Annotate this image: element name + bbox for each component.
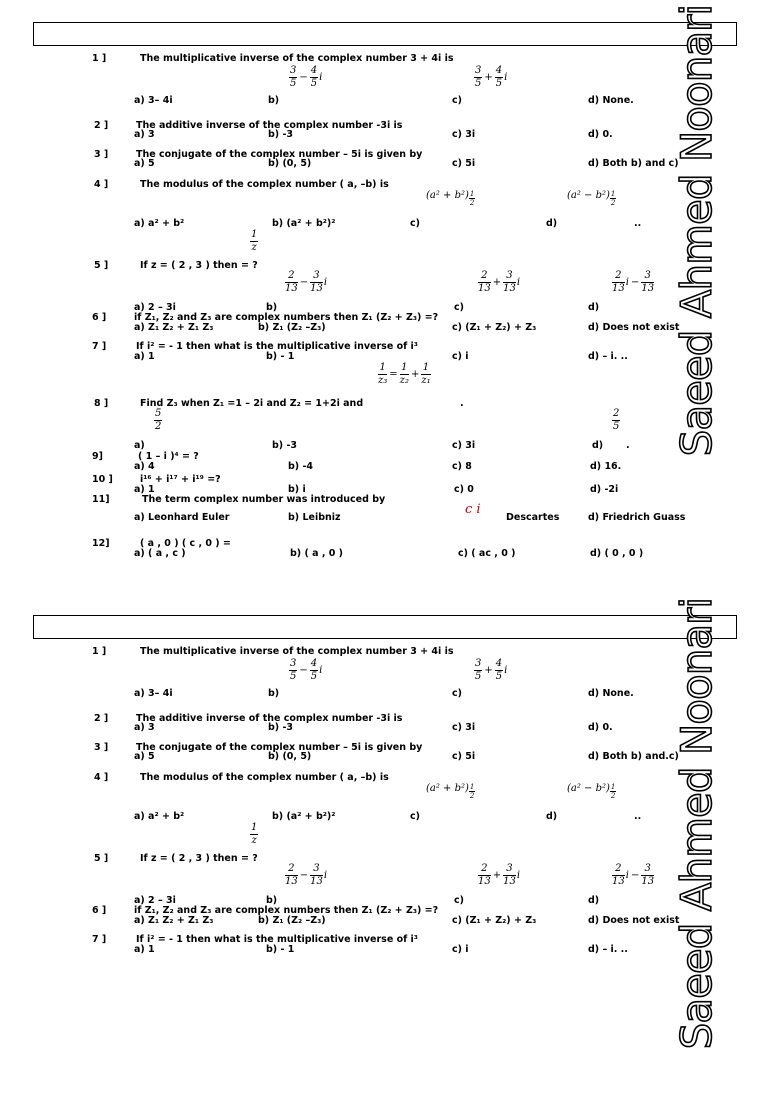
q11-number: 11]: [92, 494, 110, 505]
q2-option-d: d) 0.: [588, 722, 613, 733]
q3-question: The conjugate of the complex number – 5i is given by: [136, 742, 423, 753]
q8-option-b: b) -3: [272, 440, 298, 451]
q4-option-b: b) (a² + b²)²: [272, 811, 336, 822]
q1-expr-c: $\frac{3}{5}$ + $\frac{4}{5}$ i: [475, 658, 508, 682]
q12-option-d: d) ( 0 , 0 ): [590, 548, 644, 559]
q2-option-a: a) 3: [134, 129, 155, 140]
q7-option-c: c) i: [452, 351, 469, 362]
q3-option-a: a) 5: [134, 751, 155, 762]
q5-option-d: d): [588, 895, 600, 906]
q9-option-c: c) 8: [452, 461, 472, 472]
q4-expr-c: (a² + b²) $\frac{1}{2}$: [426, 783, 475, 800]
q3-option-d: d) Both b) and c): [588, 158, 679, 169]
q5-option-c: c): [454, 302, 464, 313]
q10-question: i¹⁶ + i¹⁷ + i¹⁹ =?: [140, 474, 221, 485]
q8-option-c: c) 3i: [452, 440, 476, 451]
q11-question: The term complex number was introduced by: [142, 494, 386, 505]
q11-option-b: b) Leibniz: [288, 512, 341, 523]
q4-option-a: a) a² + b²: [134, 811, 185, 822]
q12-question: ( a , 0 ) ( c , 0 ) =: [140, 538, 231, 549]
q6-option-d: d) Does not exist: [588, 915, 680, 926]
q1-expr-b: $\frac{3}{5}$ − $\frac{4}{5}$ i: [290, 658, 323, 682]
q4-question: The modulus of the complex number ( a, –b) is: [140, 772, 389, 783]
q3-number: 3 ]: [94, 149, 109, 160]
q6-question: if Z₁, Z₂ and Z₃ are complex numbers then Z₁ (Z₂ + Z₃) =?: [134, 312, 439, 323]
q4-number: 4 ]: [94, 772, 109, 783]
q7-option-d: d) – i. ..: [588, 351, 628, 362]
q3-option-d: d) Both b) and.c): [588, 751, 679, 762]
q8-dot: .: [626, 440, 630, 451]
q10-option-c: c) 0: [454, 484, 474, 495]
q12-option-c: c) ( ac , 0 ): [458, 548, 516, 559]
q6-number: 6 ]: [92, 905, 107, 916]
q9-option-b: b) -4: [288, 461, 314, 472]
q2-question: The additive inverse of the complex number -3i is: [136, 713, 403, 724]
q5-question: If z = ( 2 , 3 ) then = ?: [140, 260, 258, 271]
q4-question: The modulus of the complex number ( a, –b) is: [140, 179, 389, 190]
q1-option-a: a) 3– 4i: [134, 688, 173, 699]
q6-option-a: a) Z₁ Z₂ + Z₁ Z₃: [134, 915, 214, 926]
q5-expr-b: $\frac{2}{13}$ − $\frac{3}{13}$ i: [285, 270, 328, 294]
q5-number: 5 ]: [94, 853, 109, 864]
q3-option-c: c) 5i: [452, 751, 476, 762]
q1-expr-b: $\frac{3}{5}$ − $\frac{4}{5}$ i: [290, 65, 323, 89]
q5-option-c: c): [454, 895, 464, 906]
q2-option-c: c) 3i: [452, 129, 476, 140]
q3-question: The conjugate of the complex number – 5i is given by: [136, 149, 423, 160]
q12-option-a: a) ( a , c ): [134, 548, 186, 559]
q1-option-a: a) 3– 4i: [134, 95, 173, 106]
q7-number: 7 ]: [92, 341, 107, 352]
q9-question: ( 1 – i )⁴ = ?: [138, 451, 199, 462]
q11-option-a: a) Leonhard Euler: [134, 512, 230, 523]
q1-question: The multiplicative inverse of the complex number 3 + 4i is: [140, 53, 454, 64]
q1-option-c: c): [452, 95, 462, 106]
q4-expr-d: (a² − b²) $\frac{1}{2}$: [567, 783, 616, 800]
q4-option-c: c): [410, 218, 420, 229]
q5-expr-d: $\frac{2}{13}$ i − $\frac{3}{13}$: [612, 863, 655, 887]
q10-option-a: a) 1: [134, 484, 155, 495]
q8-question: Find Z₃ when Z₁ =1 – 2i and Z₂ = 1+2i and: [140, 398, 364, 409]
q5-option-d: d): [588, 302, 600, 313]
q6-option-a: a) Z₁ Z₂ + Z₁ Z₃: [134, 322, 214, 333]
q7-option-b: b) - 1: [266, 351, 295, 362]
q4-option-d: d): [546, 218, 558, 229]
q9-option-a: a) 4: [134, 461, 155, 472]
q4-number: 4 ]: [94, 179, 109, 190]
q8-expr-a: $\frac{5}{2}$: [155, 408, 162, 432]
q2-question: The additive inverse of the complex number -3i is: [136, 120, 403, 131]
q7-number: 7 ]: [92, 934, 107, 945]
handwritten-mark: c i: [465, 502, 481, 517]
q5-expr-d: $\frac{2}{13}$ i − $\frac{3}{13}$: [612, 270, 655, 294]
q9-number: 9]: [92, 451, 103, 462]
q10-option-d: d) -2i: [590, 484, 619, 495]
q4-expr-d: (a² − b²) $\frac{1}{2}$: [567, 190, 616, 207]
q8-option-a: a): [134, 440, 145, 451]
q8-option-d: d): [592, 440, 604, 451]
header-box: [33, 22, 737, 46]
q6-number: 6 ]: [92, 312, 107, 323]
q7-option-d: d) – i. ..: [588, 944, 628, 955]
q1-number: 1 ]: [92, 53, 107, 64]
q3-option-b: b) (0, 5): [268, 751, 312, 762]
q3-number: 3 ]: [94, 742, 109, 753]
q1-option-b: b): [268, 688, 280, 699]
q12-number: 12]: [92, 538, 110, 549]
q4-expr-c: (a² + b²) $\frac{1}{2}$: [426, 190, 475, 207]
q5-reciprocal-expr: $\frac{1}{z}$: [251, 229, 258, 253]
header-box: [33, 615, 737, 639]
q1-option-d: d) None.: [588, 688, 634, 699]
q5-option-b: b): [266, 895, 278, 906]
q4-option-a: a) a² + b²: [134, 218, 185, 229]
quiz-sheet-2: [0, 593, 768, 1105]
q10-number: 10 ]: [92, 474, 113, 485]
q1-option-d: d) None.: [588, 95, 634, 106]
q4-option-c: c): [410, 811, 420, 822]
q12-option-b: b) ( a , 0 ): [290, 548, 343, 559]
q4-option-d: d): [546, 811, 558, 822]
q4-dots: ..: [634, 811, 642, 822]
q7-question: If i² = - 1 then what is the multiplicative inverse of i³: [136, 341, 418, 352]
q3-option-c: c) 5i: [452, 158, 476, 169]
q2-number: 2 ]: [94, 713, 109, 724]
q6-question: if Z₁, Z₂ and Z₃ are complex numbers then Z₁ (Z₂ + Z₃) =?: [134, 905, 439, 916]
q5-question: If z = ( 2 , 3 ) then = ?: [140, 853, 258, 864]
q8-number: 8 ]: [94, 398, 109, 409]
q7-option-c: c) i: [452, 944, 469, 955]
q5-option-b: b): [266, 302, 278, 313]
q5-number: 5 ]: [94, 260, 109, 271]
q2-option-b: b) -3: [268, 129, 294, 140]
q7-option-b: b) - 1: [266, 944, 295, 955]
q9-option-d: d) 16.: [590, 461, 622, 472]
q5-expr-c: $\frac{2}{13}$ + $\frac{3}{13}$ i: [478, 863, 521, 887]
q1-option-c: c): [452, 688, 462, 699]
q2-option-b: b) -3: [268, 722, 294, 733]
q5-option-a: a) 2 – 3i: [134, 895, 176, 906]
q7-option-a: a) 1: [134, 351, 155, 362]
q6-option-b: b) Z₁ (Z₂ –Z₃): [258, 322, 326, 333]
q7-question: If i² = - 1 then what is the multiplicative inverse of i³: [136, 934, 418, 945]
q2-number: 2 ]: [94, 120, 109, 131]
q4-option-b: b) (a² + b²)²: [272, 218, 336, 229]
q2-option-c: c) 3i: [452, 722, 476, 733]
q3-option-a: a) 5: [134, 158, 155, 169]
q1-expr-c: $\frac{3}{5}$ + $\frac{4}{5}$ i: [475, 65, 508, 89]
q6-option-c: c) (Z₁ + Z₂) + Z₃: [452, 322, 537, 333]
q11-option-d: d) Friedrich Guass: [588, 512, 686, 523]
q6-option-b: b) Z₁ (Z₂ –Z₃): [258, 915, 326, 926]
q8-expr-d: $\frac{2}{5}$: [613, 408, 620, 432]
q5-expr-c: $\frac{2}{13}$ + $\frac{3}{13}$ i: [478, 270, 521, 294]
q1-option-b: b): [268, 95, 280, 106]
q8-given-equation: $\frac{1}{\text{z₃}}$ = $\frac{1}{\text{z₂}}$ + $\frac{1}{\text{z₁}}$: [378, 362, 431, 386]
q7-option-a: a) 1: [134, 944, 155, 955]
q1-number: 1 ]: [92, 646, 107, 657]
q6-option-d: d) Does not exist: [588, 322, 680, 333]
q1-question: The multiplicative inverse of the complex number 3 + 4i is: [140, 646, 454, 657]
q10-option-b: b) i: [288, 484, 306, 495]
q2-option-a: a) 3: [134, 722, 155, 733]
q4-dots: ..: [634, 218, 642, 229]
q5-reciprocal-expr: $\frac{1}{z}$: [251, 822, 258, 846]
q6-option-c: c) (Z₁ + Z₂) + Z₃: [452, 915, 537, 926]
q3-option-b: b) (0, 5): [268, 158, 312, 169]
q8-question-dot: .: [460, 398, 464, 409]
q11-option-c: Descartes: [506, 512, 560, 523]
q5-option-a: a) 2 – 3i: [134, 302, 176, 313]
q2-option-d: d) 0.: [588, 129, 613, 140]
q5-expr-b: $\frac{2}{13}$ − $\frac{3}{13}$ i: [285, 863, 328, 887]
